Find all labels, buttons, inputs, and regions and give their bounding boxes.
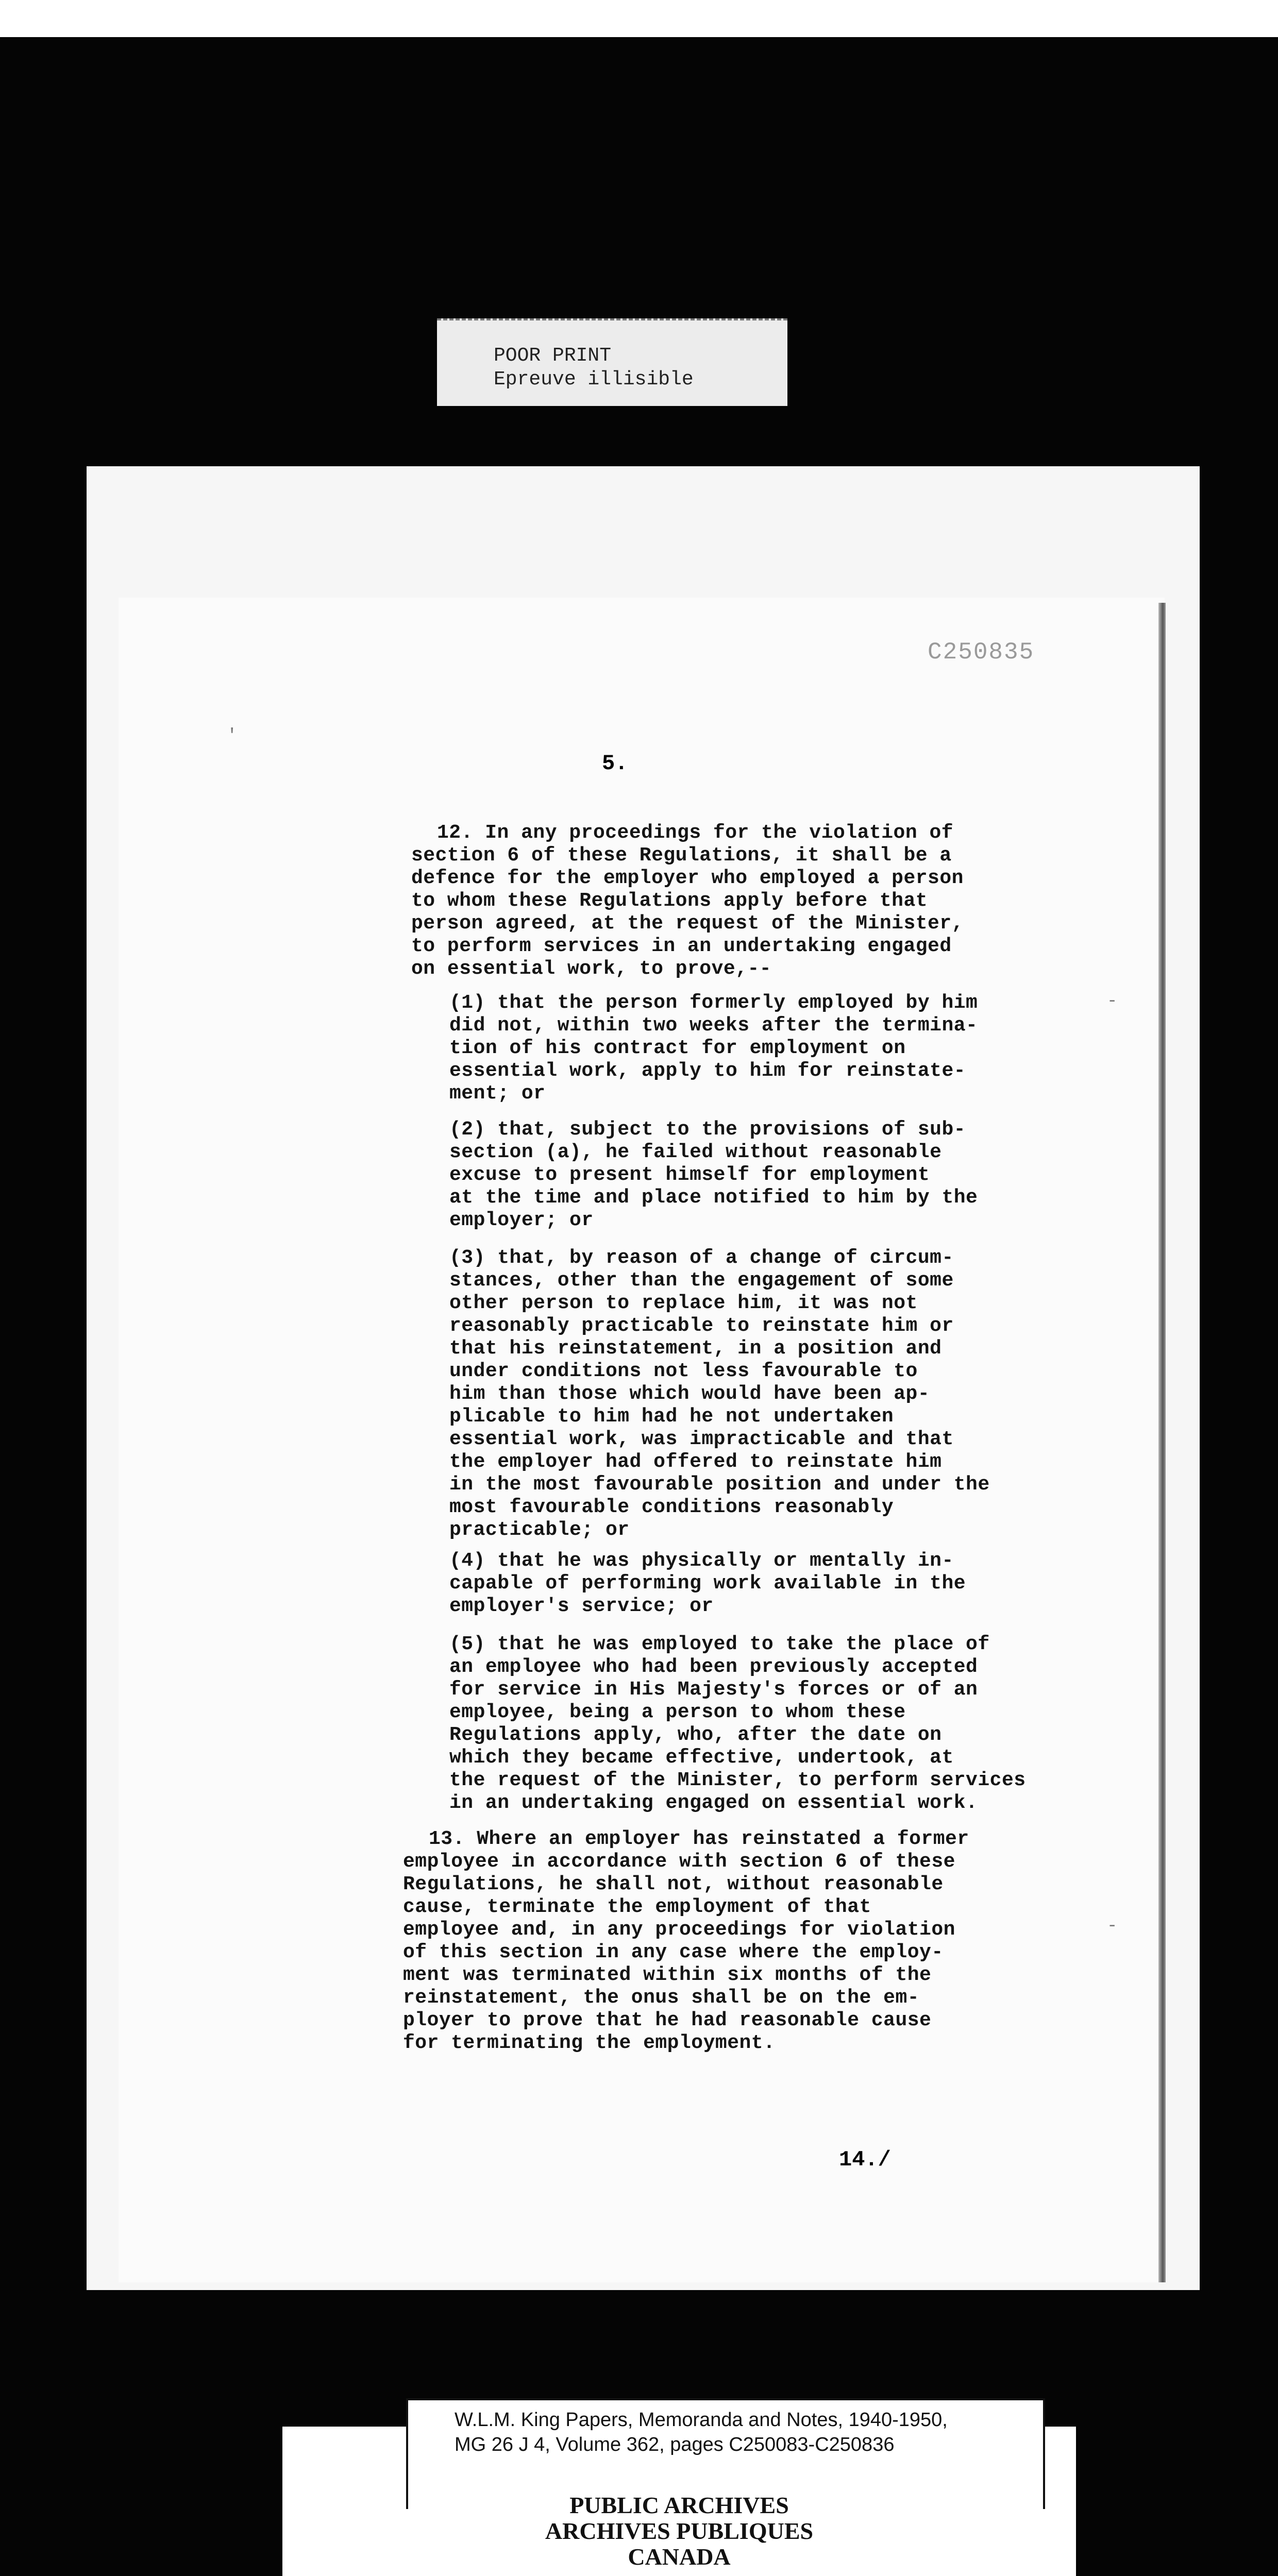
- text-line: most favourable conditions reasonably: [449, 1496, 894, 1518]
- source-caption-line2: MG 26 J 4, Volume 362, pages C250083-C250836: [455, 2434, 895, 2455]
- text-line: (2) that, subject to the provisions of sub-: [449, 1118, 966, 1141]
- text-line: on essential work, to prove,--: [411, 958, 772, 980]
- text-line: did not, within two weeks after the termina-: [449, 1014, 978, 1037]
- text-line: employer's service; or: [449, 1595, 714, 1617]
- text-line: for service in His Majesty's forces or of an: [449, 1679, 978, 1701]
- text-line: in the most favourable position and under the: [449, 1473, 990, 1496]
- text-line: for terminating the employment.: [403, 2032, 776, 2054]
- text-line: the employer had offered to reinstate him: [449, 1451, 942, 1473]
- text-line: reasonably practicable to reinstate him or: [449, 1315, 954, 1337]
- text-line: at the time and place notified to him by the: [449, 1187, 978, 1209]
- text-line: Regulations, he shall not, without reasonable: [403, 1873, 944, 1895]
- text-line: 13. Where an employer has reinstated a former: [429, 1828, 969, 1850]
- text-line: employee in accordance with section 6 of these: [403, 1851, 955, 1873]
- text-line: tion of his contract for employment on: [449, 1037, 906, 1059]
- text-line: which they became effective, undertook, at: [449, 1747, 954, 1769]
- next-page-marker: 14./: [839, 2147, 891, 2172]
- text-line: other person to replace him, it was not: [449, 1292, 918, 1314]
- page-number: 5.: [602, 751, 628, 776]
- paper-mark: -: [1107, 992, 1118, 1011]
- text-line: ment; or: [449, 1082, 546, 1105]
- source-caption-line1: W.L.M. King Papers, Memoranda and Notes, 1940-1950,: [455, 2409, 948, 2431]
- text-line: plicable to him had he not undertaken: [449, 1405, 894, 1428]
- text-line: that his reinstatement, in a position and: [449, 1337, 942, 1360]
- text-line: (1) that the person formerly employed by him: [449, 992, 978, 1014]
- text-line: 12. In any proceedings for the violation of: [437, 822, 954, 844]
- text-line: ployer to prove that he had reasonable cause: [403, 2009, 932, 2031]
- text-line: an employee who had been previously accepted: [449, 1656, 978, 1678]
- archives-line1: PUBLIC ARCHIVES: [569, 2492, 789, 2518]
- archives-line2: ARCHIVES PUBLIQUES: [545, 2518, 814, 2544]
- text-line: Regulations apply, who, after the date on: [449, 1724, 942, 1746]
- text-line: essential work, apply to him for reinstate-: [449, 1060, 966, 1082]
- text-line: employee and, in any proceedings for violation: [403, 1919, 955, 1941]
- text-line: capable of performing work available in the: [449, 1572, 966, 1595]
- text-line: (3) that, by reason of a change of circum-: [449, 1247, 954, 1269]
- poor-print-label-line2: Epreuve illisible: [494, 368, 694, 391]
- text-line: (4) that he was physically or mentally in-: [449, 1550, 954, 1572]
- text-line: of this section in any case where the employ-: [403, 1941, 944, 1963]
- text-line: ment was terminated within six months of the: [403, 1964, 932, 1986]
- text-line: reinstatement, the onus shall be on the em-: [403, 1987, 920, 2009]
- text-line: stances, other than the engagement of some: [449, 1269, 954, 1292]
- text-line: practicable; or: [449, 1519, 630, 1541]
- text-line: him than those which would have been ap-: [449, 1383, 930, 1405]
- archives-stamp: [282, 2493, 1076, 2570]
- text-line: essential work, was impracticable and that: [449, 1428, 954, 1450]
- text-line: section (a), he failed without reasonable: [449, 1141, 942, 1163]
- poor-print-label-line1: POOR PRINT: [494, 345, 612, 367]
- paper-mark: -: [1107, 1917, 1118, 1936]
- text-line: to perform services in an undertaking engaged: [411, 935, 952, 957]
- text-line: to whom these Regulations apply before that: [411, 890, 928, 912]
- text-line: employee, being a person to whom these: [449, 1701, 906, 1723]
- text-line: excuse to present himself for employment: [449, 1164, 930, 1186]
- text-line: cause, terminate the employment of that: [403, 1896, 871, 1918]
- document-number: C250835: [928, 639, 1035, 666]
- text-line: (5) that he was employed to take the place of: [449, 1633, 990, 1655]
- text-line: in an undertaking engaged on essential work.: [449, 1792, 978, 1814]
- text-line: employer; or: [449, 1209, 594, 1231]
- text-line: defence for the employer who employed a person: [411, 867, 964, 889]
- text-line: section 6 of these Regulations, it shall be a: [411, 844, 952, 867]
- archives-line3: CANADA: [628, 2544, 731, 2570]
- text-line: person agreed, at the request of the Minister,: [411, 912, 964, 935]
- text-line: the request of the Minister, to perform services: [449, 1769, 1026, 1791]
- paper-mark: ': [227, 726, 238, 746]
- text-line: under conditions not less favourable to: [449, 1360, 918, 1382]
